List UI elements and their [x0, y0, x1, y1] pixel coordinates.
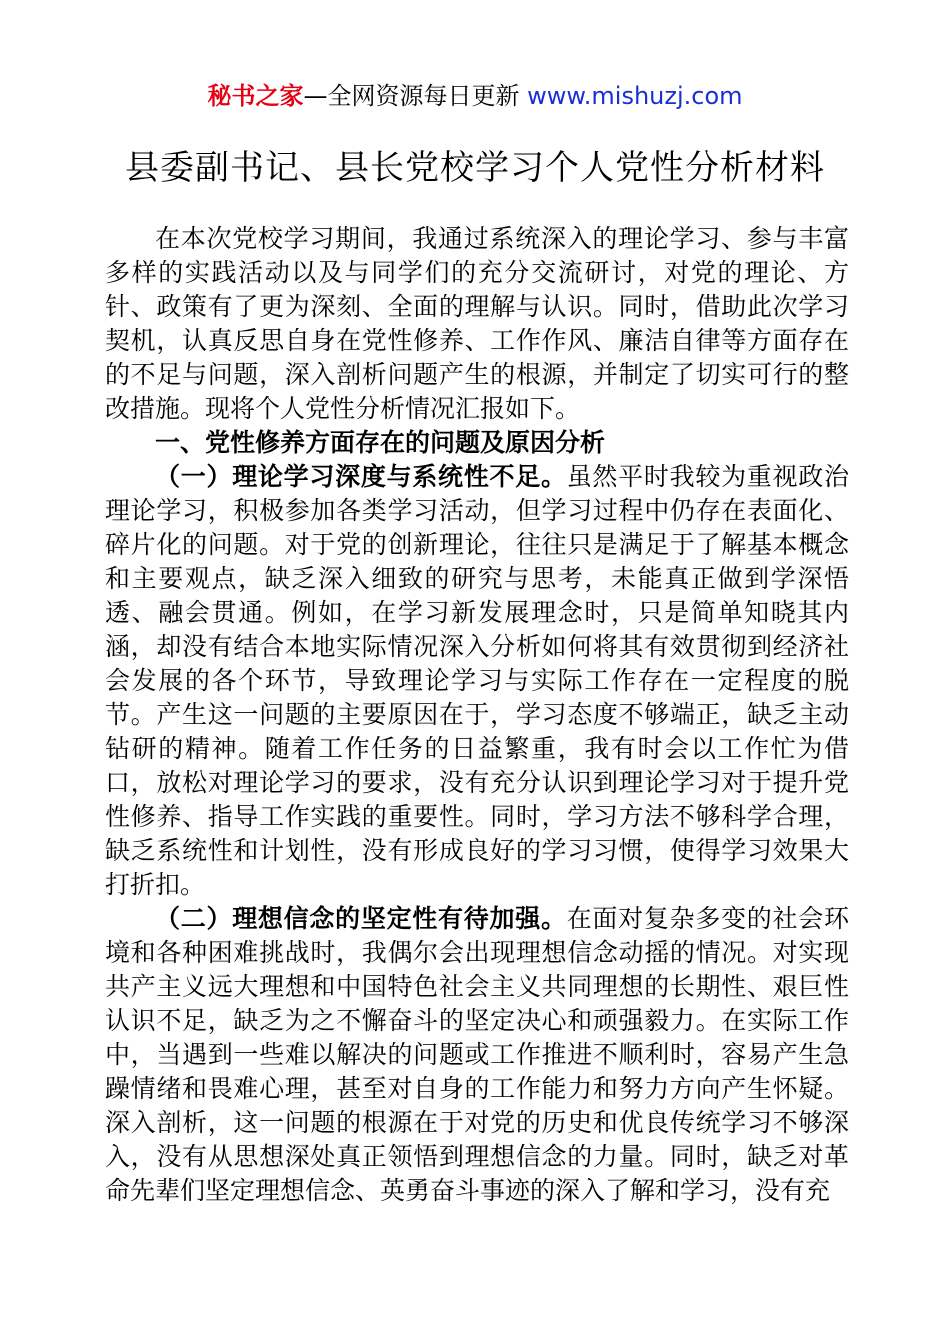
- site-header: [0, 80, 950, 112]
- subsection-1-body: 虽然平时我较为重视政治理论学习，积极参加各类学习活动，但学习过程中仍存在表面化、碎片化的问题。对于党的创新理论，往往只是满足于了解基本概念和主要观点，缺乏深入细致的研究与思考，未能真正做到学深悟透、融会贯通。例如，在学习新发展理念时，只是简单知晓其内涵，却没有结合本地实际情况深入分析如何将其有效贯彻到经济社会发展的各个环节，导致理论学习与实际工作存在一定程度的脱节。产生这一问题的主要原因在于，学习态度不够端正，缺乏主动钻研的精神。随着工作任务的日益繁重，我有时会以工作忙为借口，放松对理论学习的要求，没有充分认识到理论学习对于提升党性修养、指导工作实践的重要性。同时，学习方法不够科学合理，缺乏系统性和计划性，没有形成良好的学习习惯，使得学习效果大打折扣。: [105, 462, 849, 899]
- intro-paragraph: 在本次党校学习期间，我通过系统深入的理论学习、参与丰富多样的实践活动以及与同学们的充分交流研讨，对党的理论、方针、政策有了更为深刻、全面的理解与认识。同时，借助此次学习契机，认真反思自身在党性修养、工作作风、廉洁自律等方面存在的不足与问题，深入剖析问题产生的根源，并制定了切实可行的整改措施。现将个人党性分析情况汇报如下。: [105, 224, 849, 423]
- subsection-2-title: （二）理想信念的坚定性有待加强。: [155, 904, 567, 933]
- subsection-1-paragraph: [105, 460, 849, 902]
- site-tagline: —全网资源每日更新: [303, 82, 528, 110]
- section-heading-1: 一、党性修养方面存在的问题及原因分析: [155, 428, 606, 457]
- subsection-2-body: 在面对复杂多变的社会环境和各种困难挑战时，我偶尔会出现理想信念动摇的情况。对实现共产主义远大理想和中国特色社会主义共同理想的长期性、艰巨性认识不足，缺乏为之不懈奋斗的坚定决心和顽强毅力。在实际工作中，当遇到一些难以解决的问题或工作推进不顺利时，容易产生急躁情绪和畏难心理，甚至对自身的工作能力和努力方向产生怀疑。深入剖析，这一问题的根源在于对党的历史和优良传统学习不够深入，没有从思想深处真正领悟到理想信念的力量。同时，缺乏对革命先辈们坚定理想信念、英勇奋斗事迹的深入了解和学习，没有充: [105, 904, 849, 1205]
- document-title: 县委副书记、县长党校学习个人党性分析材料: [125, 148, 825, 188]
- subsection-2-paragraph: [105, 902, 849, 1208]
- subsection-1-title: （一）理论学习深度与系统性不足。: [155, 462, 567, 491]
- document-body: [105, 222, 849, 1208]
- site-brand: 秘书之家: [207, 82, 304, 110]
- site-url-link[interactable]: www.mishuzj.com: [527, 82, 743, 110]
